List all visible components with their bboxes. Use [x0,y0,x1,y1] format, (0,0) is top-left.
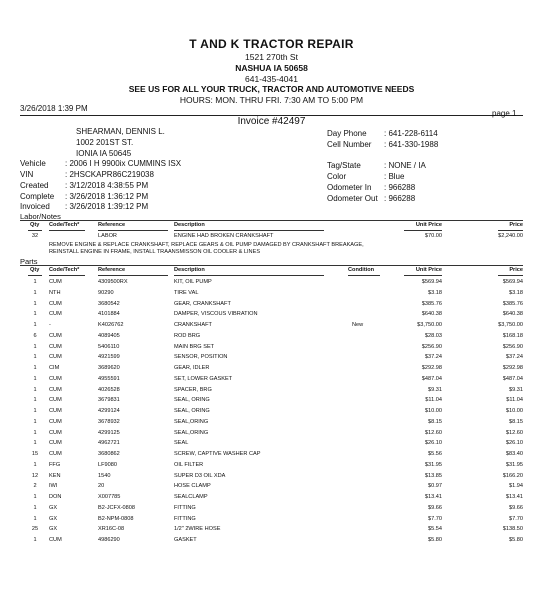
part-code: CUM [49,451,62,457]
odometer-out-value: : 966288 [384,194,416,203]
part-code: CUM [49,386,62,393]
part-price: $7.70 [509,515,523,522]
part-description: TIRE VAL [174,289,199,296]
part-code: CUM [49,418,62,425]
part-code: CUM [49,397,62,404]
part-qty: 1 [33,418,37,425]
invoiced-label: Invoiced [20,202,50,211]
part-description: SEAL,ORING [174,429,209,436]
parts-top-rule [20,265,523,266]
part-unit-price: $385.76 [421,300,442,307]
part-price: $9.31 [509,386,523,393]
part-qty: 1 [33,504,37,511]
odometer-in-value: : 966288 [384,183,416,192]
parts-header-code: Code/Tech* [49,267,80,273]
labor-note-line2: REINSTALL ENGINE IN FRAME, INSTALL TRAANSMISSON OIL COOLER & LINES [49,249,261,255]
tag-state-label: Tag/State [327,161,361,170]
part-reference: XR16C-08 [98,526,125,533]
part-price: $13.41 [505,494,523,500]
part-reference: 3679831 [98,397,120,404]
part-price: $256.90 [502,343,523,350]
labor-underline-qty [28,230,42,231]
part-qty: 1 [33,386,37,393]
part-qty: 1 [33,408,37,414]
part-code: CUM [49,537,62,543]
labor-unit-price: $70.00 [424,233,442,239]
color-value: : Blue [384,172,405,181]
part-code: KEN [49,472,61,479]
part-description: SEAL,ORING [174,418,209,425]
parts-underline-price [498,275,523,276]
part-price: $8.15 [509,418,523,425]
part-unit-price: $9.66 [428,504,442,511]
part-code: CUM [49,343,62,350]
part-code: GX [49,526,58,533]
contact-value-day-phone: : 641-228-6114 [384,129,438,138]
part-qty: 1 [33,375,37,382]
parts-underline-condition [348,275,380,276]
part-description: SEALCLAMP [174,494,208,500]
labor-header-qty: Qty [30,222,40,228]
created-value: : 3/12/2018 4:38:55 PM [65,181,149,190]
part-reference: 4309500RX [98,279,128,285]
company-phone: 641-435-4041 [245,74,298,84]
odometer-in-label: Odometer In [327,183,372,192]
part-unit-price: $0.97 [428,483,442,490]
part-description: GASKET [174,537,197,543]
part-unit-price: $37.24 [424,354,442,361]
part-description: KIT, OIL PUMP [174,279,212,285]
part-price: $292.98 [502,365,523,371]
labor-header-price: Price [509,222,523,228]
parts-underline-code [49,275,85,276]
part-code: CUM [49,332,62,339]
part-unit-price: $3.18 [428,289,442,296]
part-price: $10.00 [505,408,523,414]
part-qty: 6 [33,332,37,339]
complete-label: Complete [20,192,55,201]
part-price: $83.40 [505,451,523,457]
customer-address2: IONIA IA 50645 [76,149,132,158]
part-price: $487.04 [502,375,523,382]
part-reference: B2-NPM-0808 [98,515,134,522]
part-code: - [49,322,51,328]
part-unit-price: $292.98 [421,365,442,371]
color-label: Color [327,172,347,181]
part-unit-price: $7.70 [428,515,442,522]
part-description: FITTING [174,515,196,522]
labor-qty: 32 [31,233,39,239]
part-description: OIL FILTER [174,461,204,468]
part-price: $26.10 [505,440,523,447]
part-qty: 2 [33,483,37,490]
part-reference: 4089405 [98,332,120,339]
part-description: GEAR, IDLER [174,365,210,371]
customer-address1: 1002 201ST ST. [76,138,134,147]
part-reference: B2-JCFX-0808 [98,504,135,511]
part-price: $1.94 [509,483,523,490]
part-description: FITTING [174,504,196,511]
part-qty: 1 [33,343,37,350]
part-qty: 1 [33,289,37,296]
page-label: page 1 [492,109,517,118]
labor-section-title: Labor/Notes [20,212,61,221]
part-qty: 15 [31,451,39,457]
part-unit-price: $10.00 [424,408,442,414]
part-price: $31.95 [505,461,523,468]
labor-note-line1: REMOVE ENGINE & REPLACE CRANKSHAFT, REPLACE GEARS & OIL PUMP DAMAGED BY CRANKSHAFT BREAKAGE, [49,242,364,248]
part-reference: 4955591 [98,375,120,382]
labor-underline-code [49,230,85,231]
part-reference: 3680862 [98,451,120,457]
contact-value-cell: : 641-330-1988 [384,140,439,149]
part-unit-price: $11.04 [425,397,442,404]
part-code: CIM [49,365,60,371]
part-code: CUM [49,279,62,285]
part-code: CUM [49,429,62,436]
labor-reference: LABOR [98,233,117,239]
parts-underline-qty [28,275,42,276]
part-qty: 12 [31,472,39,479]
part-unit-price: $569.94 [421,279,442,285]
part-qty: 1 [33,365,37,371]
part-qty: 1 [33,494,37,500]
parts-header-reference: Reference [98,267,126,273]
labor-header-code: Code/Tech* [49,222,80,228]
part-price: $166.20 [502,472,523,479]
part-unit-price: $12.60 [424,429,442,436]
invoiced-value: : 3/26/2018 1:39:12 PM [65,202,149,211]
parts-header-unit-price: Unit Price [415,267,442,273]
part-qty: 1 [33,322,37,328]
part-description: GEAR, CRANKSHAFT [174,300,231,307]
part-description: SCREW, CAPTIVE WASHER CAP [174,451,261,457]
part-unit-price: $5.80 [428,537,442,543]
part-reference: 4986290 [98,537,120,543]
part-unit-price: $256.90 [421,343,442,350]
part-description: SEAL [174,440,189,447]
labor-underline-unit-price [404,230,442,231]
part-reference: 1540 [98,472,111,479]
part-unit-price: $26.10 [424,440,442,447]
company-street: 1521 270th St [245,52,298,62]
labor-description: ENGINE HAD BROKEN CRANKSHAFT [174,233,274,239]
company-tagline: SEE US FOR ALL YOUR TRUCK, TRACTOR AND AUTOMOTIVE NEEDS [128,84,415,94]
part-reference: LF9080 [98,461,117,468]
part-description: SET, LOWER GASKET [174,375,233,382]
part-description: 1/2" 2WIRE HOSE [174,526,221,533]
part-code: CUM [49,440,62,447]
labor-underline-reference [98,230,168,231]
part-description: SEAL, ORING [174,397,210,404]
vehicle-value: : 2006 I H 9900ix CUMMINS ISX [65,159,182,168]
part-code: DON [49,494,62,500]
part-unit-price: $5.56 [428,451,442,457]
part-price: $3.18 [509,289,523,296]
part-qty: 1 [33,515,37,522]
part-unit-price: $13.85 [424,472,442,479]
part-reference: 90290 [98,289,114,296]
part-reference: X007785 [98,494,121,500]
part-unit-price: $31.95 [424,461,442,468]
parts-header-price: Price [509,267,523,273]
part-price: $168.18 [502,332,523,339]
parts-underline-unit-price [404,275,442,276]
part-reference: 3689620 [98,365,120,371]
part-code: CUM [49,300,62,307]
part-unit-price: $5.54 [428,526,442,533]
labor-header-reference: Reference [98,222,126,228]
part-price: $11.04 [506,397,523,404]
part-price: $3,750.00 [498,322,523,328]
contact-label-day-phone: Day Phone [327,129,367,138]
part-reference: 5406110 [98,343,120,350]
part-code: CUM [49,375,62,382]
part-description: CRANKSHAFT [174,322,212,328]
parts-header-qty: Qty [30,267,40,273]
table-row [0,537,543,549]
part-description: ROD BRG [174,332,201,339]
part-qty: 1 [33,461,37,468]
part-price: $385.76 [502,300,523,307]
part-qty: 1 [33,354,37,361]
part-code: NTH [49,289,61,296]
part-unit-price: $8.15 [428,418,442,425]
part-reference: 3678932 [98,418,120,425]
part-unit-price: $9.31 [428,386,442,393]
part-code: FFG [49,461,61,468]
part-code: GX [49,504,58,511]
part-qty: 1 [33,279,37,285]
part-unit-price: $3,750.00 [417,322,442,328]
vehicle-label: Vehicle [20,159,46,168]
parts-section-title: Parts [20,257,38,266]
part-reference: 4026528 [98,386,120,393]
labor-underline-description [174,230,324,231]
part-condition: New [352,322,364,328]
company-city: NASHUA IA 50658 [235,63,308,73]
part-description: SEAL, ORING [174,408,210,414]
vin-value: : 2HSCKAPR86C219038 [65,170,154,179]
part-unit-price: $13.41 [424,494,442,500]
complete-value: : 3/26/2018 1:36:12 PM [65,192,149,201]
part-unit-price: $640.38 [421,311,442,318]
part-code: CUM [49,354,62,361]
invoice-number: Invoice #42497 [237,116,306,127]
part-price: $138.50 [502,526,523,533]
part-price: $37.24 [505,354,523,361]
part-price: $569.94 [502,279,523,285]
part-reference: K4026762 [98,322,124,328]
vin-label: VIN [20,170,34,179]
part-code: IWI [49,483,58,490]
part-qty: 25 [31,526,39,533]
part-description: MAIN BRG SET [174,343,215,350]
part-reference: 4101884 [98,311,120,318]
part-reference: 20 [98,483,105,490]
part-unit-price: $487.04 [421,375,442,382]
labor-top-rule [20,220,523,221]
part-reference: 4299124 [98,408,120,414]
parts-underline-reference [98,275,168,276]
labor-header-unit-price: Unit Price [415,222,442,228]
part-price: $5.80 [509,537,523,543]
part-qty: 1 [33,300,37,307]
odometer-out-label: Odometer Out [327,194,378,203]
part-description: SENSOR, POSITION [174,354,228,361]
print-timestamp: 3/26/2018 1:39 PM [20,104,88,113]
company-hours: HOURS: MON. THRU FRI. 7:30 AM TO 5:00 PM [179,95,364,105]
part-qty: 1 [33,429,37,436]
part-price: $640.38 [502,311,523,318]
part-unit-price: $28.03 [424,332,442,339]
part-code: GX [49,515,58,522]
part-qty: 1 [33,440,37,447]
part-qty: 1 [33,397,37,404]
parts-header-description: Description [174,267,205,273]
part-description: SPACER, BRG [174,386,212,393]
part-price: $12.60 [505,429,523,436]
part-qty: 1 [33,537,37,543]
tag-state-value: : NONE / IA [384,161,426,170]
parts-underline-description [174,275,324,276]
part-qty: 1 [33,311,37,318]
labor-header-description: Description [174,222,205,228]
part-description: SUPER D3 OIL XDA [174,472,226,479]
contact-label-cell: Cell Number [327,140,372,149]
part-description: HOSE CLAMP [174,483,211,490]
part-price: $9.66 [509,504,523,511]
created-label: Created [20,181,49,190]
labor-price: $2,240.00 [498,233,523,239]
part-reference: 4962721 [98,440,120,447]
part-reference: 4921599 [98,354,120,361]
parts-header-condition: Condition [348,267,375,273]
part-code: CUM [49,408,62,414]
labor-underline-price [498,230,523,231]
part-reference: 3680542 [98,300,120,307]
part-description: DAMPER, VISCOUS VIBRATION [174,311,258,318]
customer-name: SHEARMAN, DENNIS L. [76,127,165,136]
part-code: CUM [49,311,62,318]
company-name: T AND K TRACTOR REPAIR [189,37,354,51]
part-reference: 4299125 [98,429,120,436]
